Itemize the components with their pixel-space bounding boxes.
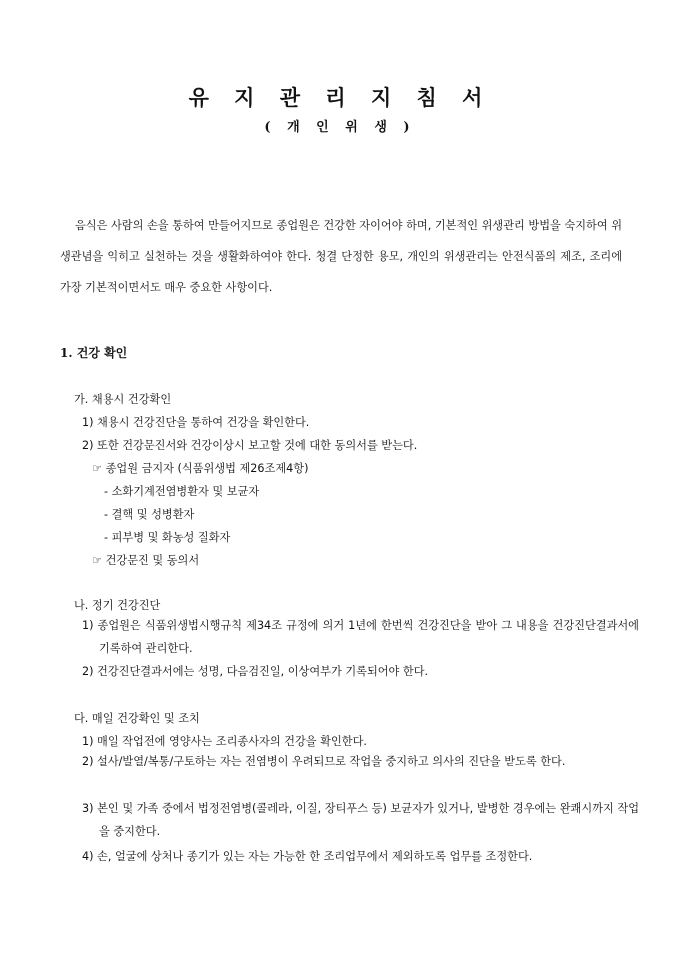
list-item: 2) 건강진단결과서에는 성명, 다음검진일, 이상여부가 기록되어야 한다. [82, 665, 429, 678]
note-health-questionnaire: ☞ 건강문진 및 동의서 [92, 554, 200, 567]
dash-item: - 결핵 및 성병환자 [104, 508, 195, 521]
subsection-heading-daily-check: 다. 매일 건강확인 및 조치 [74, 712, 200, 725]
intro-paragraph: 음식은 사람의 손을 통하여 만들어지므로 종업원은 건강한 자이어야 하며, 기본적인 위생관리 방법을 숙지하여 위생관념을 익히고 실천하는 것을 생활화하여야 한다. 청결 단정한 용모, 개인의 위생관리는 안전식품의 제조, 조리에 가장 기본적이면서도 매우 중요한 사항이다. [60, 219, 622, 294]
subsection-heading-regular-checkup: 나. 정기 건강진단 [74, 599, 161, 612]
list-item: 1) 종업원은 식품위생법시행규칙 제34조 규정에 의거 1년에 한번씩 건강진단을 받아 그 내용을 건강진단결과서에 기록하여 관리한다. [82, 619, 639, 655]
dash-item: - 피부병 및 화농성 질화자 [104, 531, 231, 544]
list-item: 3) 본인 및 가족 중에서 법정전염병(콜레라, 이질, 장티푸스 등) 보균자가 있거나, 발병한 경우에는 완쾌시까지 작업을 중지한다. [82, 802, 639, 838]
dash-item: - 소화기계전염병환자 및 보균자 [104, 485, 260, 498]
list-item: 2) 설사/발열/복통/구토하는 자는 전염병이 우려되므로 작업을 중지하고 의사의 진단을 받도록 한다. [82, 755, 566, 768]
note-prohibited-workers: ☞ 종업원 금지자 (식품위생법 제26조제4항) [92, 462, 309, 475]
section-heading-health-check: 1. 건강 확인 [60, 346, 128, 360]
list-item: 1) 채용시 건강진단을 통하여 건강을 확인한다. [82, 416, 310, 429]
list-item: 2) 또한 건강문진서와 건강이상시 보고할 것에 대한 동의서를 받는다. [82, 439, 418, 452]
document-title: 유 지 관 리 지 침 서 [188, 85, 492, 110]
document-subtitle: ( 개 인 위 생 ) [264, 120, 416, 135]
list-item: 4) 손, 얼굴에 상처나 종기가 있는 자는 가능한 한 조리업무에서 제외하도록 업무를 조정한다. [82, 850, 533, 863]
subsection-heading-hiring: 가. 채용시 건강확인 [74, 393, 172, 406]
list-item: 1) 매일 작업전에 영양사는 조리종사자의 건강을 확인한다. [82, 735, 367, 748]
